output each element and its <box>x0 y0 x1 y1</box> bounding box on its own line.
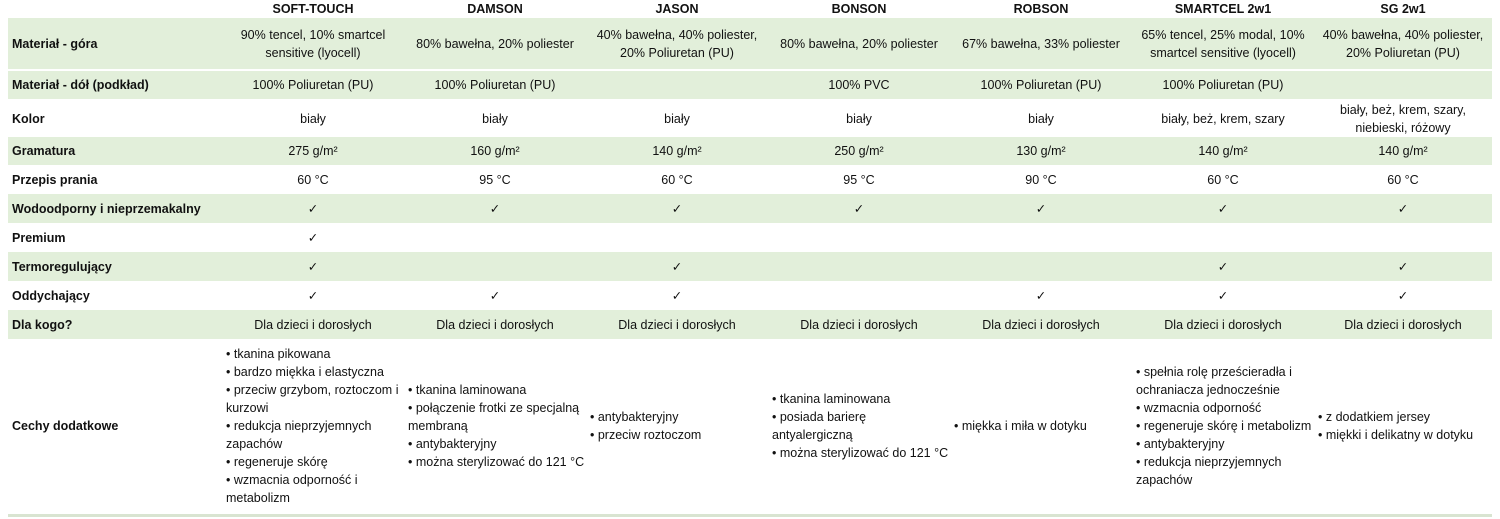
table-row <box>8 281 1492 310</box>
features-cell <box>1314 339 1492 515</box>
feature-item: • z dodatkiem jersey <box>1318 410 1431 425</box>
row-label: Premium <box>8 223 222 252</box>
table-row <box>8 252 1492 281</box>
features-cell <box>768 339 950 515</box>
feature-item: • antybakteryjny <box>408 437 497 452</box>
row-label: Gramatura <box>8 137 222 165</box>
table-cell: 140 g/m² <box>1132 137 1314 165</box>
table-cell: 67% bawełna, 33% poliester <box>950 18 1132 70</box>
table-cell: biały <box>768 100 950 137</box>
table-cell: 90% tencel, 10% smartcel sensitive (lyocell) <box>222 18 404 70</box>
table-cell: Dla dzieci i dorosłych <box>1314 310 1492 339</box>
table-cell: 60 °C <box>1314 165 1492 194</box>
table-cell: 130 g/m² <box>950 137 1132 165</box>
table-row <box>8 137 1492 165</box>
check-mark-icon: ✓ <box>950 194 1132 223</box>
row-label: Materiał - dół (podkład) <box>8 70 222 100</box>
product-header: ROBSON <box>950 0 1132 18</box>
row-label: Termoregulujący <box>8 252 222 281</box>
table-cell: 100% Poliuretan (PU) <box>404 70 586 100</box>
table-cell: Dla dzieci i dorosłych <box>222 310 404 339</box>
check-mark-icon: ✓ <box>404 194 586 223</box>
table-cell: 65% tencel, 25% modal, 10% smartcel sensitive (lyocell) <box>1132 18 1314 70</box>
table-row <box>8 339 1492 515</box>
feature-item: • przeciw grzybom, roztoczom i kurzowi <box>226 383 399 416</box>
feature-item: • można sterylizować do 121 °C <box>408 455 585 470</box>
feature-item: • połączenie frotki ze specjalną membraną <box>408 401 580 434</box>
check-mark-icon <box>1132 223 1314 252</box>
row-label: Kolor <box>8 100 222 137</box>
table-row <box>8 194 1492 223</box>
table-cell: Dla dzieci i dorosłych <box>404 310 586 339</box>
check-mark-icon: ✓ <box>222 252 404 281</box>
table-cell: 100% Poliuretan (PU) <box>222 70 404 100</box>
product-header: SOFT-TOUCH <box>222 0 404 18</box>
check-mark-icon <box>768 252 950 281</box>
check-mark-icon: ✓ <box>1314 281 1492 310</box>
table-cell: 40% bawełna, 40% poliester, 20% Poliuretan (PU) <box>586 18 768 70</box>
table-cell: biały <box>222 100 404 137</box>
header-row <box>8 0 1492 18</box>
check-mark-icon <box>950 223 1132 252</box>
feature-item: • miękki i delikatny w dotyku <box>1318 428 1474 443</box>
table-cell: biały, beż, krem, szary, niebieski, różowy <box>1314 100 1492 137</box>
check-mark-icon: ✓ <box>586 194 768 223</box>
table-cell: 275 g/m² <box>222 137 404 165</box>
table-row <box>8 100 1492 137</box>
feature-item: • miękka i miła w dotyku <box>954 419 1087 434</box>
row-label: Wodoodporny i nieprzemakalny <box>8 194 222 223</box>
table-cell: 40% bawełna, 40% poliester, 20% Poliuretan (PU) <box>1314 18 1492 70</box>
row-label: Materiał - góra <box>8 18 222 70</box>
table-row <box>8 18 1492 70</box>
table-cell: 100% Poliuretan (PU) <box>950 70 1132 100</box>
table-cell: 140 g/m² <box>1314 137 1492 165</box>
product-header: BONSON <box>768 0 950 18</box>
feature-item: • redukcja nieprzyjemnych zapachów <box>1136 455 1282 488</box>
table-cell: Dla dzieci i dorosłych <box>950 310 1132 339</box>
check-mark-icon: ✓ <box>586 252 768 281</box>
table-cell <box>586 70 768 100</box>
feature-item: • regeneruje skórę <box>226 455 328 470</box>
features-cell <box>404 339 586 515</box>
check-mark-icon <box>404 223 586 252</box>
feature-item: • antybakteryjny <box>590 410 679 425</box>
check-mark-icon: ✓ <box>222 223 404 252</box>
check-mark-icon: ✓ <box>222 194 404 223</box>
table-cell: 160 g/m² <box>404 137 586 165</box>
feature-item: • można sterylizować do 121 °C <box>772 446 949 461</box>
feature-item: • bardzo miękka i elastyczna <box>226 365 384 380</box>
check-mark-icon: ✓ <box>1132 194 1314 223</box>
check-mark-icon <box>1314 223 1492 252</box>
check-mark-icon <box>768 223 950 252</box>
product-header: JASON <box>586 0 768 18</box>
row-label: Dla kogo? <box>8 310 222 339</box>
comparison-table-wrapper <box>8 0 1492 517</box>
check-mark-icon <box>586 223 768 252</box>
check-mark-icon: ✓ <box>950 281 1132 310</box>
feature-item: • wzmacnia odporność <box>1136 401 1262 416</box>
check-mark-icon <box>768 281 950 310</box>
feature-item: • tkanina pikowana <box>226 347 331 362</box>
table-cell: 100% PVC <box>768 70 950 100</box>
check-mark-icon: ✓ <box>768 194 950 223</box>
table-cell: 80% bawełna, 20% poliester <box>768 18 950 70</box>
table-cell: 95 °C <box>404 165 586 194</box>
check-mark-icon: ✓ <box>586 281 768 310</box>
table-cell: 250 g/m² <box>768 137 950 165</box>
table-row <box>8 70 1492 100</box>
table-cell: 140 g/m² <box>586 137 768 165</box>
table-cell: Dla dzieci i dorosłych <box>586 310 768 339</box>
product-header: SMARTCEL 2w1 <box>1132 0 1314 18</box>
row-label: Oddychający <box>8 281 222 310</box>
feature-item: • redukcja nieprzyjemnych zapachów <box>226 419 372 452</box>
table-cell: 80% bawełna, 20% poliester <box>404 18 586 70</box>
table-cell <box>1314 70 1492 100</box>
feature-item: • regeneruje skórę i metabolizm <box>1136 419 1312 434</box>
check-mark-icon: ✓ <box>1314 194 1492 223</box>
check-mark-icon: ✓ <box>1132 281 1314 310</box>
feature-item: • wzmacnia odporność i metabolizm <box>226 473 358 506</box>
table-cell: 60 °C <box>586 165 768 194</box>
table-row <box>8 165 1492 194</box>
row-label: Cechy dodatkowe <box>8 339 222 515</box>
table-row <box>8 223 1492 252</box>
feature-item: • tkanina laminowana <box>772 392 891 407</box>
table-cell: 90 °C <box>950 165 1132 194</box>
check-mark-icon: ✓ <box>1314 252 1492 281</box>
table-cell: biały, beż, krem, szary <box>1132 100 1314 137</box>
features-cell <box>586 339 768 515</box>
table-cell: biały <box>586 100 768 137</box>
check-mark-icon <box>950 252 1132 281</box>
table-cell: Dla dzieci i dorosłych <box>1132 310 1314 339</box>
feature-item: • spełnia rolę prześcieradła i ochraniacza jednocześnie <box>1136 365 1292 398</box>
features-cell <box>222 339 404 515</box>
feature-item: • posiada barierę antyalergiczną <box>772 410 867 443</box>
table-cell: 95 °C <box>768 165 950 194</box>
product-header: DAMSON <box>404 0 586 18</box>
table-cell: 100% Poliuretan (PU) <box>1132 70 1314 100</box>
table-cell: 60 °C <box>1132 165 1314 194</box>
table-cell: biały <box>950 100 1132 137</box>
row-label: Przepis prania <box>8 165 222 194</box>
feature-item: • antybakteryjny <box>1136 437 1225 452</box>
table-cell: 60 °C <box>222 165 404 194</box>
table-row <box>8 310 1492 339</box>
features-cell <box>1132 339 1314 515</box>
table-cell: biały <box>404 100 586 137</box>
check-mark-icon <box>404 252 586 281</box>
feature-item: • przeciw roztoczom <box>590 428 702 443</box>
table-cell: Dla dzieci i dorosłych <box>768 310 950 339</box>
product-header: SG 2w1 <box>1314 0 1492 18</box>
features-cell <box>950 339 1132 515</box>
check-mark-icon: ✓ <box>1132 252 1314 281</box>
product-comparison-table <box>8 0 1492 517</box>
check-mark-icon: ✓ <box>222 281 404 310</box>
check-mark-icon: ✓ <box>404 281 586 310</box>
header-corner <box>8 0 222 18</box>
feature-item: • tkanina laminowana <box>408 383 527 398</box>
